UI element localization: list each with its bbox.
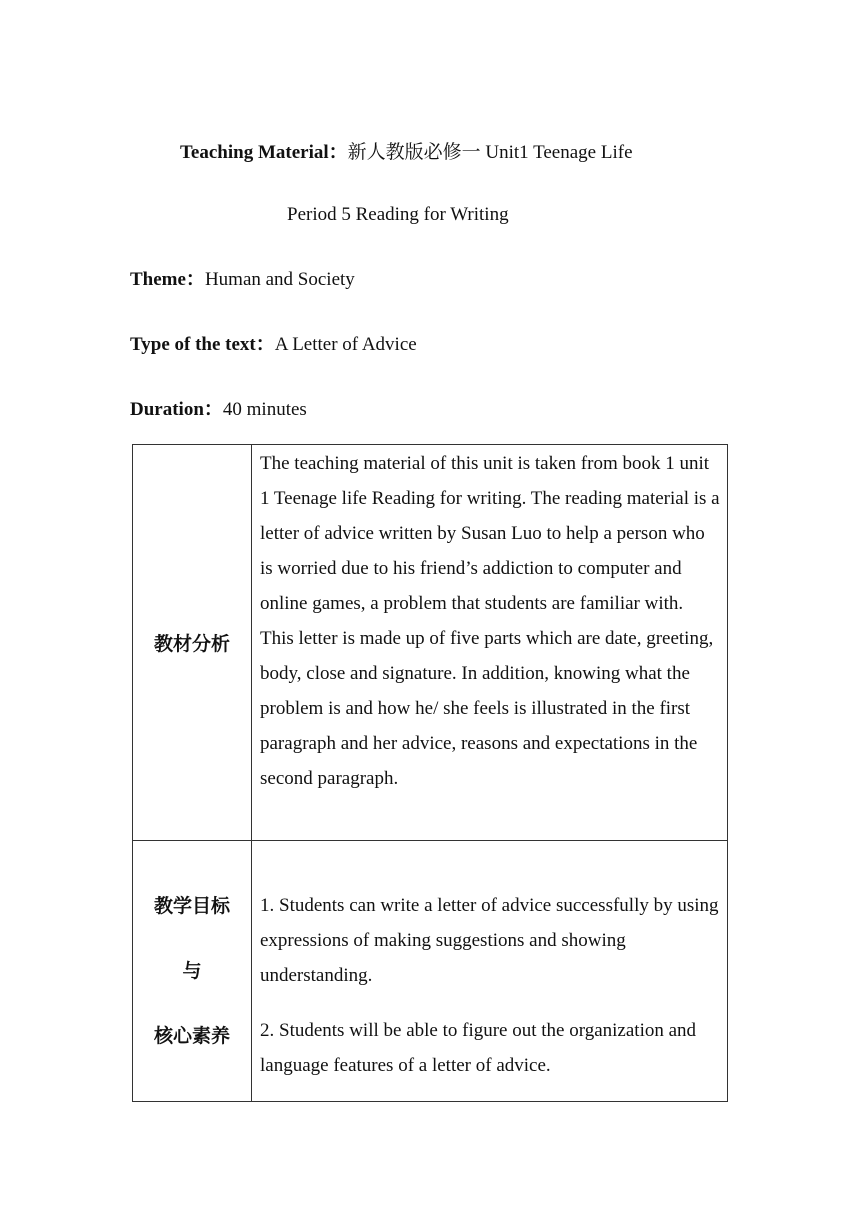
teaching-material-line [180,141,633,165]
goal-item: 1. Students can write a letter of advice successfully by using expressions of making suggestions and showing understanding. [260,895,719,986]
text-type-value: A Letter of Advice [274,334,417,355]
analysis-text: The teaching material of this unit is taken from book 1 unit 1 Teenage life Reading for writing. The reading material is a letter of advice written by Susan Luo to help a person who is worried due to his friend’s addiction to computer and online games, a problem that students are familiar with. This letter is made up of five parts which are date, greeting, body, close and signature. In addition, knowing what the problem is and how he/ she feels is illustrated in the first paragraph and her advice, reasons and expectations in the second paragraph. [260,453,720,789]
goals-list [260,841,721,1083]
goals-heading-line: 与 [182,960,202,982]
analysis-cell [252,445,728,841]
duration-line [130,398,307,422]
theme-label: Theme： [130,269,205,290]
goals-cell [252,841,728,1102]
lesson-info-table [132,444,728,1102]
duration-label: Duration： [130,399,223,420]
table-row-goals [133,841,728,1102]
goal-item: 2. Students will be able to figure out the organization and language features of a letter of advice. [260,1020,697,1076]
text-type-line [130,333,417,357]
goals-heading-line: 核心素养 [153,1025,230,1047]
theme-line [130,268,355,292]
text-type-label: Type of the text： [130,334,275,355]
goals-heading [133,841,252,1102]
goals-heading-line: 教学目标 [153,895,230,917]
teaching-material-value: 新人教版必修一 Unit1 Teenage Life [347,142,633,163]
duration-value: 40 minutes [222,399,307,420]
table-row-analysis [133,445,728,841]
teaching-material-label: Teaching Material： [180,142,348,163]
period-line: Period 5 Reading for Writing [287,204,509,225]
analysis-heading: 教材分析 [133,445,252,841]
theme-value: Human and Society [204,269,355,290]
